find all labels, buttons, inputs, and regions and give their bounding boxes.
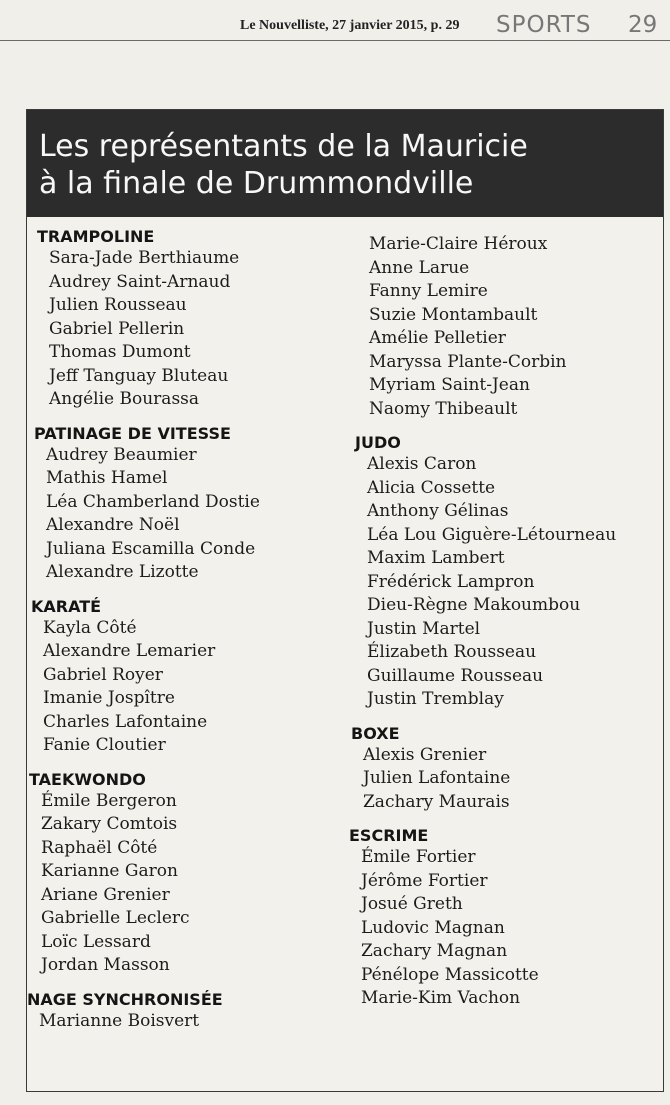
category-trampoline (37, 227, 347, 412)
athlete-list (34, 444, 347, 585)
athlete-name: Ludovic Magnan (361, 917, 505, 938)
athlete-name: Alexis Grenier (363, 744, 487, 765)
article-title (39, 128, 649, 202)
title-line-1: Les représentants de la Mauricie (39, 129, 528, 164)
athlete-name: Jérôme Fortier (361, 870, 488, 891)
athlete-list (37, 247, 347, 412)
section-label: SPORTS (496, 12, 592, 38)
athlete-name: Alexandre Noël (46, 515, 180, 535)
athlete-name: Jordan Masson (41, 955, 170, 975)
athlete-name: Thomas Dumont (49, 342, 191, 362)
category-nage-synchronisee (27, 990, 347, 1034)
athlete-name: Kayla Côté (43, 617, 137, 638)
athlete-name: Karianne Garon (41, 861, 178, 881)
category-title: ESCRIME (349, 826, 429, 845)
athlete-name: Émile Fortier (361, 847, 476, 867)
athlete-name: Alicia Cossette (367, 477, 496, 498)
header-rule (0, 40, 670, 41)
athlete-name: Anne Larue (369, 257, 470, 278)
athlete-name: Justin Martel (367, 618, 481, 639)
athlete-name: Myriam Saint-Jean (369, 375, 530, 395)
athlete-list (29, 790, 347, 978)
athlete-name: Fanny Lemire (369, 281, 488, 301)
athlete-name: Guillaume Rousseau (367, 665, 544, 686)
category-title: TAEKWONDO (29, 769, 146, 789)
category-title: JUDO (355, 433, 401, 452)
athlete-name: Jeff Tanguay Bluteau (49, 365, 229, 386)
article-box (26, 109, 664, 1092)
athlete-name: Juliana Escamilla Conde (46, 538, 256, 559)
athlete-name: Maryssa Plante-Corbin (369, 351, 567, 372)
athlete-name: Naomy Thibeault (369, 398, 518, 419)
athlete-list (355, 453, 659, 712)
athlete-name: Zachary Maurais (363, 791, 510, 812)
athlete-list (351, 744, 659, 815)
category-patinage-de-vitesse (34, 424, 347, 585)
athlete-name: Charles Lafontaine (43, 711, 208, 732)
athlete-name: Marianne Boisvert (39, 1010, 200, 1031)
left-column (27, 227, 347, 1033)
category-boxe (351, 724, 659, 815)
athlete-name: Alexandre Lizotte (46, 562, 199, 582)
athlete-name: Élizabeth Rousseau (367, 642, 537, 662)
athlete-name: Suzie Montambault (369, 304, 538, 325)
publication-info: Le Nouvelliste, 27 janvier 2015, p. 29 (240, 18, 460, 33)
category-karate (31, 597, 347, 758)
athlete-name: Raphaël Côté (41, 837, 158, 858)
athlete-name: Angélie Bourassa (49, 389, 200, 409)
athlete-name: Mathis Hamel (46, 468, 168, 488)
category-title: TRAMPOLINE (37, 227, 155, 246)
athlete-name: Imanie Jospître (43, 688, 175, 708)
category-title: NAGE SYNCHRONISÉE (27, 989, 223, 1009)
page-number: 29 (628, 12, 658, 38)
athlete-name: Audrey Saint-Arnaud (49, 271, 231, 292)
athlete-name: Maxim Lambert (367, 548, 505, 568)
athlete-list (357, 233, 659, 421)
athlete-name: Marie-Claire Héroux (369, 234, 548, 254)
athlete-name: Zachary Magnan (361, 941, 508, 961)
category-title: PATINAGE DE VITESSE (34, 423, 231, 443)
athlete-name: Léa Lou Giguère-Létourneau (367, 524, 617, 545)
athlete-name: Fanie Cloutier (43, 735, 166, 755)
athlete-name: Pénélope Massicotte (361, 964, 539, 985)
athlete-name: Josué Greth (361, 894, 463, 914)
athlete-name: Frédérick Lampron (367, 571, 535, 592)
category-title: KARATÉ (31, 596, 102, 616)
category-taekwondo (29, 770, 347, 978)
category-title: BOXE (351, 723, 400, 743)
athlete-name: Dieu-Règne Makoumbou (367, 595, 581, 615)
athlete-name: Audrey Beaumier (46, 444, 197, 465)
athlete-name: Sara-Jade Berthiaume (49, 248, 240, 268)
headline-banner (27, 110, 663, 217)
athlete-list (27, 1010, 347, 1034)
athlete-name: Marie-Kim Vachon (361, 988, 521, 1008)
category-judo (355, 433, 659, 712)
athlete-name: Émile Bergeron (41, 790, 177, 811)
athlete-name: Gabrielle Leclerc (41, 908, 190, 928)
right-column (349, 233, 659, 1011)
athlete-name: Gabriel Pellerin (49, 318, 185, 339)
athlete-name: Alexis Caron (367, 454, 477, 474)
athlete-name: Anthony Gélinas (367, 501, 509, 521)
athlete-name: Justin Tremblay (367, 689, 504, 709)
athlete-list (31, 617, 347, 758)
athlete-list (349, 846, 659, 1011)
athlete-name: Zakary Comtois (41, 814, 178, 834)
category-escrime (349, 826, 659, 1011)
title-line-2: à la finale de Drummondville (39, 166, 474, 201)
athlete-name: Loïc Lessard (41, 931, 151, 952)
athlete-name: Alexandre Lemarier (43, 641, 216, 661)
athlete-name: Julien Rousseau (49, 295, 187, 315)
athlete-name: Ariane Grenier (41, 884, 170, 905)
athlete-name: Léa Chamberland Dostie (46, 491, 260, 512)
athlete-name: Gabriel Royer (43, 664, 163, 685)
athlete-name: Julien Lafontaine (363, 768, 511, 788)
category-nage-synchronisee-continued (357, 233, 659, 421)
athlete-name: Amélie Pelletier (369, 328, 506, 348)
